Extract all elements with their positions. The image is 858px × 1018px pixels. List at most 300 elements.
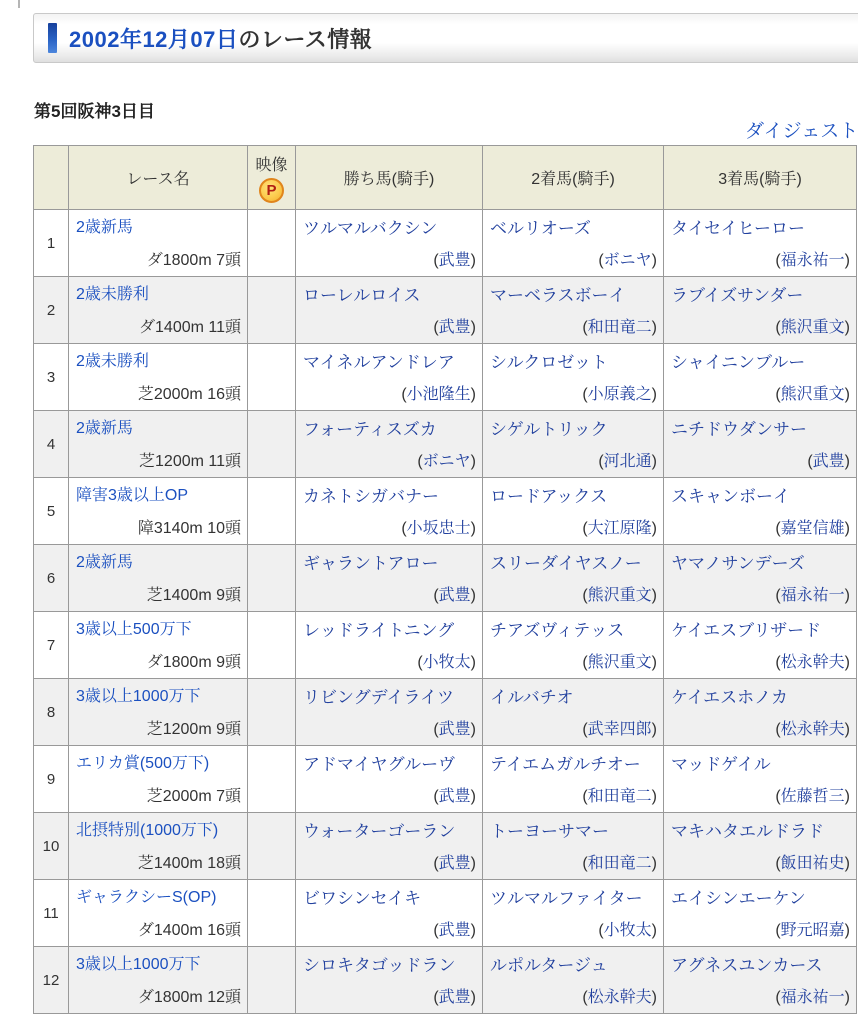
third-jockey-link[interactable]: 熊沢重文 <box>780 319 845 336</box>
third-horse-link[interactable]: ケイエスホノカ <box>671 688 788 707</box>
winner-jockey-link[interactable]: ボニヤ <box>422 453 471 470</box>
paren-open: ( <box>775 788 781 805</box>
paren-open: ( <box>582 788 588 805</box>
page-title-date: 2002年12月07日 <box>69 26 239 52</box>
third-jockey-link[interactable]: 松永幹夫 <box>780 721 845 738</box>
winner-horse-link[interactable]: ビワシンセイキ <box>303 889 422 908</box>
winner-jockey-link[interactable]: 武豊 <box>438 922 471 939</box>
third-horse-link[interactable]: アグネスユンカース <box>671 956 823 975</box>
paren-close: ) <box>470 252 476 269</box>
winner-cell <box>296 612 483 679</box>
table-row <box>34 612 857 679</box>
race-name-link[interactable]: 2歳未勝利 <box>76 353 149 370</box>
race-number: 10 <box>34 813 69 880</box>
third-jockey <box>671 247 850 270</box>
second-jockey <box>490 716 657 739</box>
winner-horse-link[interactable]: マイネルアンドレア <box>303 353 455 372</box>
third-jockey-link[interactable]: 飯田祐史 <box>780 855 845 872</box>
video-cell <box>248 277 296 344</box>
second-jockey-link[interactable]: 小原義之 <box>587 386 652 403</box>
paren-open: ( <box>433 855 439 872</box>
paren-open: ( <box>775 386 781 403</box>
paren-open: ( <box>417 453 423 470</box>
paren-close: ) <box>651 788 657 805</box>
paren-open: ( <box>433 989 439 1006</box>
paren-open: ( <box>401 520 407 537</box>
table-row <box>34 813 857 880</box>
paren-close: ) <box>844 989 850 1006</box>
paren-close: ) <box>844 721 850 738</box>
second-jockey-link[interactable]: 武幸四郎 <box>587 721 652 738</box>
third-horse-link[interactable]: ラブイズサンダー <box>671 286 804 305</box>
paren-open: ( <box>807 453 813 470</box>
race-detail: ダ1400m 16頭 <box>137 922 241 939</box>
winner-jockey-link[interactable]: 武豊 <box>438 587 471 604</box>
paren-close: ) <box>651 654 657 671</box>
paren-close: ) <box>651 855 657 872</box>
winner-jockey <box>303 850 476 873</box>
paren-close: ) <box>470 654 476 671</box>
paren-close: ) <box>470 788 476 805</box>
race-cell <box>69 411 248 478</box>
video-cell <box>248 746 296 813</box>
second-horse-link[interactable]: シルクロゼット <box>490 353 608 372</box>
winner-jockey <box>303 917 476 940</box>
paren-open: ( <box>582 721 588 738</box>
third-cell <box>664 813 857 880</box>
third-horse-link[interactable]: ニチドウダンサー <box>671 420 807 439</box>
paren-open: ( <box>775 587 781 604</box>
second-jockey-link[interactable]: 松永幹夫 <box>587 989 652 1006</box>
second-cell <box>483 210 664 277</box>
winner-jockey-link[interactable]: 武豊 <box>438 989 471 1006</box>
third-jockey <box>671 984 850 1007</box>
third-cell <box>664 478 857 545</box>
race-number: 9 <box>34 746 69 813</box>
second-horse-link[interactable]: ツルマルファイター <box>490 889 643 908</box>
paren-close: ) <box>844 319 850 336</box>
premium-video-icon: P <box>259 178 284 203</box>
winner-cell <box>296 210 483 277</box>
race-name-link[interactable]: エリカ賞(500万下) <box>76 755 210 772</box>
video-cell <box>248 612 296 679</box>
paren-close: ) <box>470 520 476 537</box>
second-jockey <box>490 649 657 672</box>
second-jockey <box>490 850 657 873</box>
paren-close: ) <box>651 453 657 470</box>
race-cell <box>69 947 248 1014</box>
race-cell <box>69 277 248 344</box>
paren-close: ) <box>470 922 476 939</box>
second-jockey <box>490 984 657 1007</box>
second-cell <box>483 880 664 947</box>
second-cell <box>483 746 664 813</box>
third-jockey-link[interactable]: 福永祐一 <box>780 252 845 269</box>
paren-close: ) <box>470 855 476 872</box>
third-jockey <box>671 448 850 471</box>
second-horse-link[interactable]: トーヨーサマー <box>490 822 609 841</box>
paren-open: ( <box>417 654 423 671</box>
third-jockey <box>671 515 850 538</box>
race-cell <box>69 813 248 880</box>
race-name-link[interactable]: 2歳新馬 <box>76 219 133 236</box>
race-detail: 芝2000m 16頭 <box>137 386 241 403</box>
video-cell <box>248 210 296 277</box>
winner-horse-link[interactable]: リビングデイライツ <box>303 688 454 707</box>
third-horse-link[interactable]: ヤマノサンデーズ <box>671 554 805 573</box>
paren-close: ) <box>651 520 657 537</box>
paren-open: ( <box>598 922 604 939</box>
table-row <box>34 344 857 411</box>
third-jockey-link[interactable]: 嘉堂信雄 <box>780 520 845 537</box>
race-detail: 芝2000m 7頭 <box>146 788 241 805</box>
page-title <box>69 23 372 54</box>
paren-open: ( <box>582 386 588 403</box>
col-header-race: レース名 <box>69 146 248 210</box>
race-cell <box>69 210 248 277</box>
video-cell <box>248 679 296 746</box>
col-header-number <box>34 146 69 210</box>
third-jockey <box>671 783 850 806</box>
third-cell <box>664 612 857 679</box>
table-row <box>34 277 857 344</box>
paren-close: ) <box>470 989 476 1006</box>
third-jockey-link[interactable]: 佐藤哲三 <box>780 788 845 805</box>
race-cell <box>69 612 248 679</box>
paren-open: ( <box>433 922 439 939</box>
second-horse-link[interactable]: イルバチオ <box>490 688 574 707</box>
paren-open: ( <box>582 654 588 671</box>
paren-close: ) <box>651 252 657 269</box>
winner-jockey-link[interactable]: 武豊 <box>438 788 471 805</box>
race-name-link[interactable]: 3歳以上500万下 <box>76 621 192 638</box>
race-cell <box>69 545 248 612</box>
paren-close: ) <box>470 587 476 604</box>
winner-jockey-link[interactable]: 武豊 <box>438 252 471 269</box>
third-cell <box>664 344 857 411</box>
third-jockey <box>671 850 850 873</box>
second-cell <box>483 411 664 478</box>
winner-cell <box>296 545 483 612</box>
table-row <box>34 478 857 545</box>
page-header <box>33 13 858 63</box>
col-header-video-label: 映像 <box>255 157 288 174</box>
third-cell <box>664 210 857 277</box>
paren-close: ) <box>651 721 657 738</box>
col-header-third: 3着馬(騎手) <box>664 146 857 210</box>
winner-jockey <box>303 381 476 404</box>
second-horse-link[interactable]: ルポルタージュ <box>490 956 608 975</box>
paren-close: ) <box>651 319 657 336</box>
race-detail: 障3140m 10頭 <box>137 520 241 537</box>
paren-open: ( <box>775 922 781 939</box>
third-jockey-link[interactable]: 福永祐一 <box>780 587 845 604</box>
second-cell <box>483 344 664 411</box>
winner-horse-link[interactable]: フォーティスズカ <box>303 420 437 439</box>
race-detail: 芝1400m 9頭 <box>146 587 241 604</box>
paren-open: ( <box>598 252 604 269</box>
second-jockey <box>490 247 657 270</box>
paren-open: ( <box>582 855 588 872</box>
winner-jockey <box>303 582 476 605</box>
second-horse-link[interactable]: ベルリオーズ <box>490 219 591 238</box>
second-jockey-link[interactable]: 小牧太 <box>603 922 652 939</box>
header-accent-bar <box>48 23 57 53</box>
video-cell <box>248 478 296 545</box>
winner-jockey-link[interactable]: 武豊 <box>438 319 471 336</box>
race-number: 6 <box>34 545 69 612</box>
paren-open: ( <box>775 989 781 1006</box>
race-number: 5 <box>34 478 69 545</box>
winner-jockey-link[interactable]: 武豊 <box>438 721 471 738</box>
second-jockey-link[interactable]: 河北通 <box>603 453 652 470</box>
race-detail: 芝1200m 9頭 <box>146 721 241 738</box>
paren-open: ( <box>598 453 604 470</box>
winner-cell <box>296 679 483 746</box>
winner-jockey <box>303 649 476 672</box>
table-header-row <box>34 146 857 210</box>
paren-open: ( <box>582 989 588 1006</box>
winner-jockey <box>303 984 476 1007</box>
paren-open: ( <box>775 654 781 671</box>
second-jockey-link[interactable]: 熊沢重文 <box>587 587 652 604</box>
winner-horse-link[interactable]: カネトシガバナー <box>303 487 439 506</box>
winner-jockey-link[interactable]: 武豊 <box>438 855 471 872</box>
third-jockey-link[interactable]: 武豊 <box>812 453 845 470</box>
third-horse-link[interactable]: マッドゲイル <box>671 755 771 774</box>
third-jockey <box>671 381 850 404</box>
paren-open: ( <box>433 587 439 604</box>
video-cell <box>248 880 296 947</box>
second-cell <box>483 813 664 880</box>
winner-jockey-link[interactable]: 小坂忠士 <box>406 520 471 537</box>
race-number: 12 <box>34 947 69 1014</box>
winner-jockey <box>303 448 476 471</box>
paren-close: ) <box>651 989 657 1006</box>
paren-open: ( <box>433 721 439 738</box>
race-detail: ダ1800m 9頭 <box>146 654 241 671</box>
second-cell <box>483 612 664 679</box>
third-jockey <box>671 917 850 940</box>
paren-close: ) <box>844 788 850 805</box>
winner-jockey <box>303 314 476 337</box>
second-horse-link[interactable]: シゲルトリック <box>490 420 608 439</box>
race-cell <box>69 746 248 813</box>
paren-close: ) <box>844 520 850 537</box>
table-row <box>34 947 857 1014</box>
paren-open: ( <box>775 855 781 872</box>
second-horse-link[interactable]: テイエムガルチオー <box>490 755 641 774</box>
second-jockey-link[interactable]: 和田竜二 <box>587 788 652 805</box>
paren-open: ( <box>775 319 781 336</box>
meeting-title: 第5回阪神3日目 <box>34 102 155 121</box>
second-jockey-link[interactable]: 和田竜二 <box>587 319 652 336</box>
digest-link[interactable]: ダイジェスト <box>745 121 858 142</box>
paren-open: ( <box>775 520 781 537</box>
paren-open: ( <box>433 319 439 336</box>
third-horse-link[interactable]: シャイニンブルー <box>671 353 806 372</box>
paren-open: ( <box>582 587 588 604</box>
third-jockey-link[interactable]: 福永祐一 <box>780 989 845 1006</box>
winner-jockey <box>303 515 476 538</box>
second-jockey <box>490 381 657 404</box>
race-cell <box>69 344 248 411</box>
third-horse-link[interactable]: エイシンエーケン <box>671 889 806 908</box>
paren-close: ) <box>651 922 657 939</box>
race-number: 7 <box>34 612 69 679</box>
second-horse-link[interactable]: チアズヴィテッス <box>490 621 625 640</box>
second-jockey-link[interactable]: 熊沢重文 <box>587 654 652 671</box>
paren-close: ) <box>844 252 850 269</box>
winner-cell <box>296 478 483 545</box>
table-row <box>34 880 857 947</box>
race-cell <box>69 478 248 545</box>
third-jockey-link[interactable]: 松永幹夫 <box>780 654 845 671</box>
third-cell <box>664 679 857 746</box>
second-cell <box>483 947 664 1014</box>
paren-open: ( <box>401 386 407 403</box>
race-number: 1 <box>34 210 69 277</box>
race-detail: 芝1400m 18頭 <box>137 855 241 872</box>
third-jockey-link[interactable]: 熊沢重文 <box>780 386 845 403</box>
third-jockey-link[interactable]: 野元昭嘉 <box>780 922 845 939</box>
third-horse-link[interactable]: タイセイヒーロー <box>671 219 805 238</box>
third-cell <box>664 277 857 344</box>
paren-close: ) <box>844 855 850 872</box>
paren-open: ( <box>582 520 588 537</box>
race-detail: ダ1800m 12頭 <box>137 989 241 1006</box>
race-detail: ダ1800m 7頭 <box>146 252 241 269</box>
race-name-link[interactable]: 3歳以上1000万下 <box>76 956 201 973</box>
paren-close: ) <box>844 386 850 403</box>
col-header-second: 2着馬(騎手) <box>483 146 664 210</box>
second-cell <box>483 545 664 612</box>
paren-close: ) <box>651 587 657 604</box>
table-row <box>34 545 857 612</box>
top-edge-divider <box>18 0 20 8</box>
col-header-winner: 勝ち馬(騎手) <box>296 146 483 210</box>
second-horse-link[interactable]: ロードアックス <box>490 487 608 506</box>
paren-close: ) <box>470 453 476 470</box>
second-jockey <box>490 314 657 337</box>
race-number: 2 <box>34 277 69 344</box>
winner-jockey-link[interactable]: 小牧太 <box>422 654 471 671</box>
third-cell <box>664 947 857 1014</box>
winner-cell <box>296 880 483 947</box>
video-cell <box>248 545 296 612</box>
winner-horse-link[interactable]: アドマイヤグルーヴ <box>303 755 456 774</box>
race-name-link[interactable]: 3歳以上1000万下 <box>76 688 201 705</box>
third-horse-link[interactable]: スキャンボーイ <box>671 487 790 506</box>
race-results-table <box>33 145 857 1014</box>
race-number: 8 <box>34 679 69 746</box>
third-horse-link[interactable]: ケイエスブリザード <box>671 621 822 640</box>
race-detail: ダ1400m 11頭 <box>139 319 241 336</box>
second-jockey-link[interactable]: ボニヤ <box>603 252 652 269</box>
winner-horse-link[interactable]: レッドライトニング <box>303 621 455 640</box>
winner-horse-link[interactable]: ツルマルバクシン <box>303 219 438 238</box>
second-horse-link[interactable]: マーベラスボーイ <box>490 286 626 305</box>
race-name-link[interactable]: 北摂特別(1000万下) <box>76 822 219 839</box>
third-cell <box>664 880 857 947</box>
race-name-link[interactable]: 2歳未勝利 <box>76 286 149 303</box>
race-name-link[interactable]: ギャラクシーS(OP) <box>76 889 217 906</box>
second-jockey <box>490 448 657 471</box>
paren-open: ( <box>433 252 439 269</box>
paren-close: ) <box>844 453 850 470</box>
paren-close: ) <box>844 654 850 671</box>
paren-close: ) <box>470 386 476 403</box>
winner-horse-link[interactable]: ウォーターゴーラン <box>303 822 456 841</box>
race-name-link[interactable]: 2歳新馬 <box>76 420 133 437</box>
third-horse-link[interactable]: マキハタエルドラド <box>671 822 824 841</box>
third-jockey <box>671 716 850 739</box>
second-cell <box>483 478 664 545</box>
race-number: 3 <box>34 344 69 411</box>
paren-close: ) <box>844 587 850 604</box>
paren-open: ( <box>582 319 588 336</box>
video-cell <box>248 344 296 411</box>
table-row <box>34 210 857 277</box>
second-cell <box>483 277 664 344</box>
video-cell <box>248 411 296 478</box>
page-title-suffix: のレース情報 <box>238 26 373 52</box>
third-jockey <box>671 582 850 605</box>
second-jockey-link[interactable]: 和田竜二 <box>587 855 652 872</box>
race-number: 11 <box>34 880 69 947</box>
second-jockey-link[interactable]: 大江原隆 <box>587 520 652 537</box>
winner-horse-link[interactable]: シロキタゴッドラン <box>303 956 456 975</box>
paren-open: ( <box>775 252 781 269</box>
paren-open: ( <box>433 788 439 805</box>
col-header-video <box>248 146 296 210</box>
paren-close: ) <box>844 922 850 939</box>
winner-horse-link[interactable]: ギャラントアロー <box>303 554 439 573</box>
race-detail: 芝1200m 11頭 <box>139 453 241 470</box>
winner-cell <box>296 947 483 1014</box>
second-jockey <box>490 582 657 605</box>
table-row <box>34 746 857 813</box>
winner-jockey <box>303 247 476 270</box>
second-jockey <box>490 917 657 940</box>
second-cell <box>483 679 664 746</box>
winner-cell <box>296 344 483 411</box>
second-horse-link[interactable]: スリーダイヤスノー <box>490 554 642 573</box>
winner-jockey <box>303 783 476 806</box>
second-jockey <box>490 515 657 538</box>
race-number: 4 <box>34 411 69 478</box>
winner-jockey-link[interactable]: 小池隆生 <box>406 386 471 403</box>
table-row <box>34 679 857 746</box>
winner-horse-link[interactable]: ローレルロイス <box>303 286 421 305</box>
race-cell <box>69 679 248 746</box>
winner-cell <box>296 746 483 813</box>
winner-cell <box>296 411 483 478</box>
paren-close: ) <box>470 721 476 738</box>
race-name-link[interactable]: 障害3歳以上OP <box>76 487 189 504</box>
race-cell <box>69 880 248 947</box>
race-name-link[interactable]: 2歳新馬 <box>76 554 133 571</box>
second-jockey <box>490 783 657 806</box>
paren-open: ( <box>775 721 781 738</box>
third-jockey <box>671 649 850 672</box>
third-cell <box>664 746 857 813</box>
third-cell <box>664 411 857 478</box>
paren-close: ) <box>651 386 657 403</box>
winner-cell <box>296 813 483 880</box>
table-row <box>34 411 857 478</box>
winner-jockey <box>303 716 476 739</box>
